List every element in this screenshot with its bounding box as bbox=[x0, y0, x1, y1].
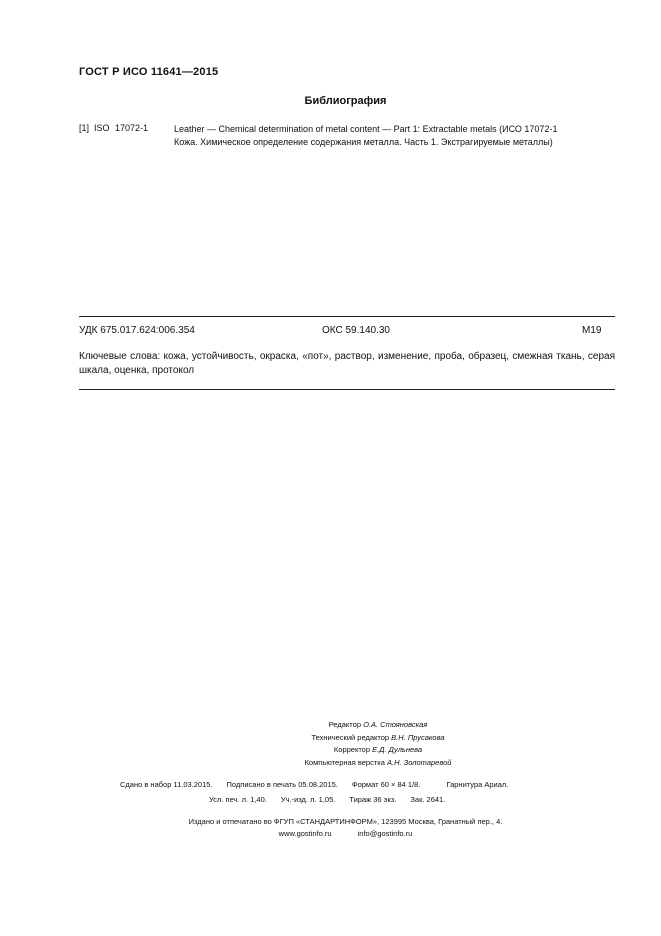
reference-id: ISO 17072-1 bbox=[94, 123, 149, 133]
publisher-site-link[interactable]: www.gostinfo.ru bbox=[278, 829, 332, 838]
credit-editor: Редактор О.А. Стояновская bbox=[328, 720, 428, 729]
keywords: Ключевые слова: кожа, устойчивость, окраска, «пот», раствор, изменение, проба, образец, смежная ткань, серая шкала, оценка, протокол bbox=[79, 351, 615, 376]
publisher-line: Издано и отпечатано во ФГУП «СТАНДАРТИНФОРМ», 123995 Москва, Гранатный пер., 4. bbox=[188, 817, 503, 826]
reference-number: [1] bbox=[79, 123, 90, 133]
category-code: М19 bbox=[582, 325, 602, 336]
credit-corrector: Корректор Е.Д. Дульнева bbox=[333, 745, 423, 754]
bibliography-heading: Библиография bbox=[304, 95, 387, 107]
divider-bottom bbox=[79, 389, 615, 390]
udk-code: УДК 675.017.624:006.354 bbox=[79, 325, 195, 336]
reference-line-2: Кожа. Химическое определение содержания металла. Часть 1. Экстрагируемые металлы) bbox=[174, 137, 553, 147]
print-info-line-2: Усл. печ. л. 1,40. Уч.-изд. л. 1,05. Тираж 36 экз. Зак. 2641. bbox=[209, 795, 446, 804]
publisher-contacts bbox=[0, 829, 661, 838]
credit-tech-editor: Технический редактор В.Н. Прусакова bbox=[311, 732, 445, 742]
print-info-line-1: Сдано в набор 11.03.2015. Подписано в печать 05.08.2015. Формат 60 × 84 1/8. Гарнитура Ариал. bbox=[120, 780, 509, 789]
divider-top bbox=[79, 316, 615, 317]
credits-block bbox=[258, 719, 498, 769]
publisher-email-link[interactable]: info@gostinfo.ru bbox=[357, 829, 413, 838]
standard-designation: ГОСТ Р ИСО 11641—2015 bbox=[79, 66, 219, 78]
credit-layout: Компьютерная верстка А.Н. Золотаревой bbox=[304, 757, 452, 767]
reference-line-1: Leather — Chemical determination of metal content — Part 1: Extractable metals (ИСО 17072-1 bbox=[174, 124, 558, 134]
oks-code: ОКС 59.140.30 bbox=[322, 325, 390, 336]
reference-text bbox=[174, 123, 619, 149]
